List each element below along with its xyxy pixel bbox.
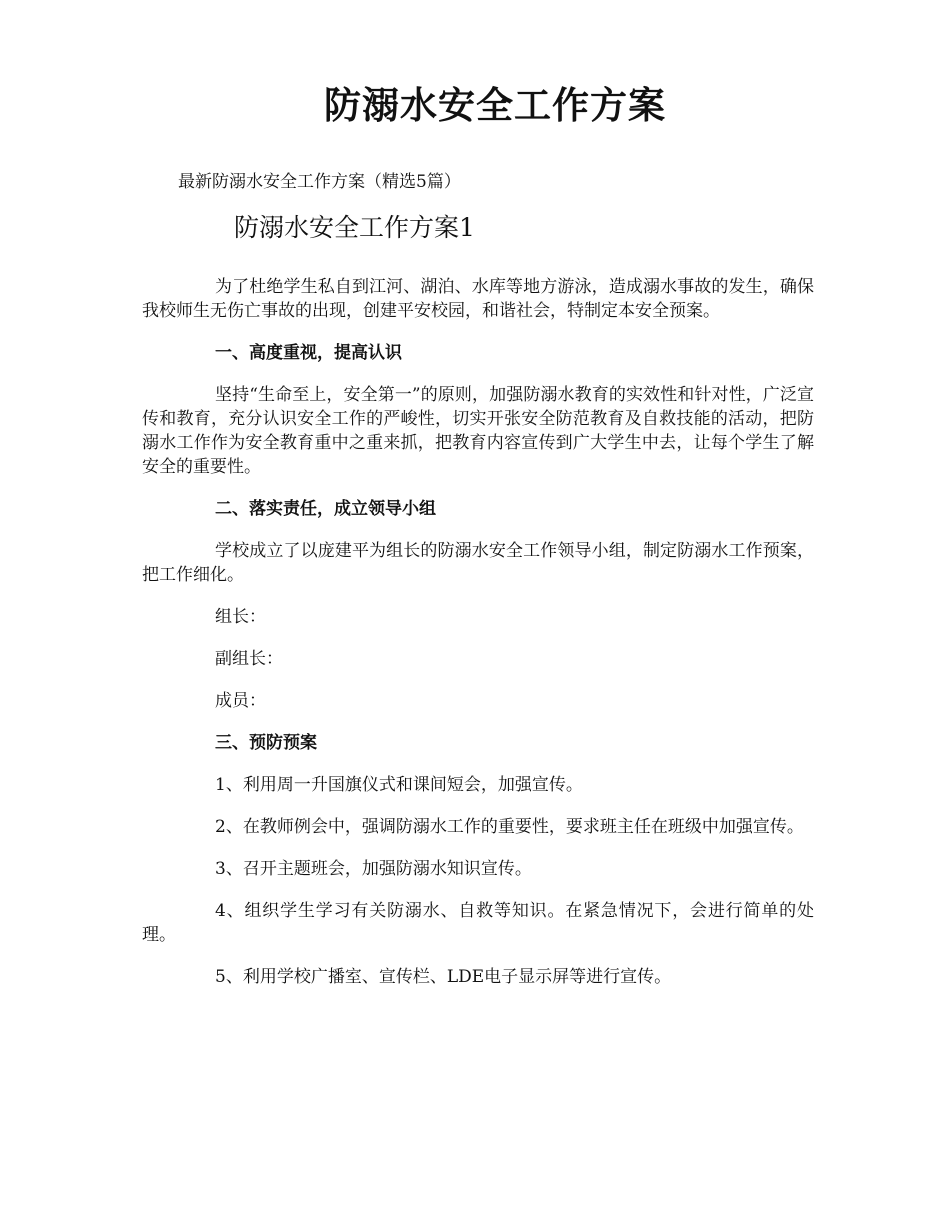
deputy-leader-line: 副组长： bbox=[215, 649, 283, 669]
list-item: 5、利用学校广播室、宣传栏、LDE电子显示屏等进行宣传。 bbox=[215, 967, 672, 987]
document-body bbox=[142, 275, 814, 1007]
intro-paragraph: 为了杜绝学生私自到江河、湖泊、水库等地方游泳，造成溺水事故的发生，确保我校师生无伤亡事故的出现，创建平安校园，和谐社会，特制定本安全预案。 bbox=[142, 277, 814, 321]
list-item: 3、召开主题班会，加强防溺水知识宣传。 bbox=[215, 859, 532, 879]
document-title: 防溺水安全工作方案 bbox=[324, 83, 666, 127]
leader-line: 组长： bbox=[215, 607, 266, 627]
document-subtitle: 最新防溺水安全工作方案（精选5篇） bbox=[178, 172, 461, 192]
list-item: 1、利用周一升国旗仪式和课间短会，加强宣传。 bbox=[215, 775, 583, 795]
list-item: 4、组织学生学习有关防溺水、自救等知识。在紧急情况下，会进行简单的处理。 bbox=[142, 901, 814, 945]
section-heading-3: 三、预防预案 bbox=[215, 733, 317, 753]
principle-paragraph: 坚持“生命至上，安全第一”的原则，加强防溺水教育的实效性和针对性，广泛宣传和教育，充分认识安全工作的严峻性，切实开张安全防范教育及自救技能的活动，把防溺水工作作为安全教育重中之重来抓，把教育内容宣传到广大学生中去，让每个学生了解安全的重要性。 bbox=[142, 385, 814, 477]
members-line: 成员： bbox=[215, 691, 266, 711]
section-heading-1: 一、高度重视，提高认识 bbox=[215, 343, 402, 363]
list-item: 2、在教师例会中，强调防溺水工作的重要性，要求班主任在班级中加强宣传。 bbox=[215, 817, 804, 837]
section-heading-2: 二、落实责任，成立领导小组 bbox=[215, 499, 436, 519]
leadership-paragraph: 学校成立了以庞建平为组长的防溺水安全工作领导小组，制定防溺水工作预案，把工作细化。 bbox=[142, 541, 814, 585]
section-title: 防溺水安全工作方案1 bbox=[234, 213, 475, 242]
